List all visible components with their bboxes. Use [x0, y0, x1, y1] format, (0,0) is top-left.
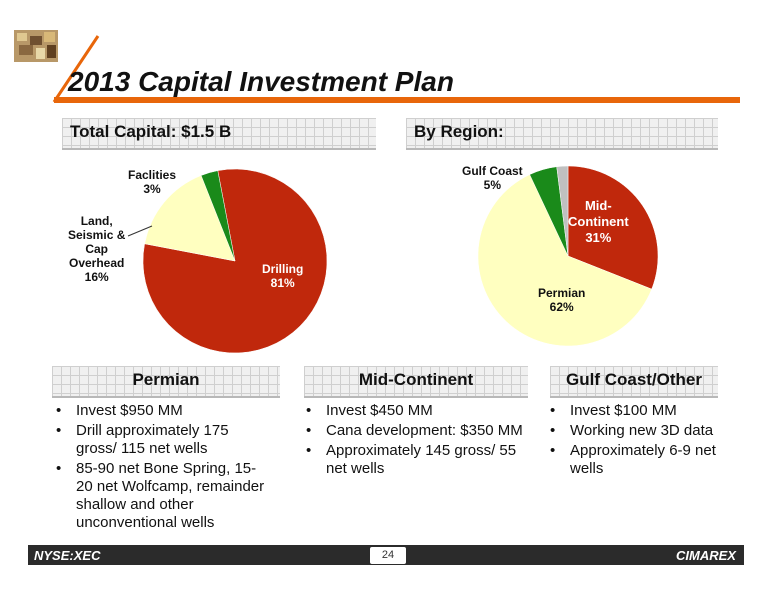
page-title: 2013 Capital Investment Plan — [68, 66, 454, 97]
pie1-label-land — [68, 214, 125, 284]
pie2-label-gulf-name: Gulf Coast — [462, 164, 523, 178]
pie2-label-permian-pct: 62% — [549, 300, 574, 314]
pie1-label-land-pct: 16% — [84, 270, 109, 284]
footer-ticker: NYSE:XEC — [34, 548, 101, 563]
pie2-label-permian — [538, 286, 585, 314]
mid-continent-header: Mid-Continent — [358, 370, 474, 389]
permian-bullet-list — [52, 402, 270, 534]
list-item: • Drill approximately 175 gross/ 115 net wells — [52, 422, 270, 458]
pie1-label-drilling-name: Drilling — [262, 262, 304, 276]
pie1-label-land-line2: Seismic & — [68, 228, 126, 242]
pie2-label-mid — [568, 198, 629, 246]
pie1-label-land-line1: Land, — [80, 214, 113, 228]
pie1-label-faclities — [128, 168, 176, 196]
list-item: • Approximately 6-9 net wells — [546, 442, 740, 478]
list-item: • Invest $950 MM — [52, 402, 270, 420]
pie2-label-gulf-pct: 5% — [483, 178, 501, 192]
list-item: • Approximately 145 gross/ 55 net wells — [302, 442, 538, 478]
gulf-coast-bullet-list — [546, 402, 740, 480]
title-underline — [54, 97, 740, 103]
pie1-label-drilling — [262, 262, 303, 290]
list-item: • Invest $450 MM — [302, 402, 538, 420]
pie1-label-land-line4: Overhead — [69, 256, 125, 270]
pie2-label-gulf — [462, 164, 523, 192]
list-item: • Working new 3D data — [546, 422, 740, 440]
pie1-label-drilling-pct: 81% — [270, 276, 295, 290]
page-number: 24 — [370, 547, 406, 564]
list-item: • Cana development: $350 MM — [302, 422, 538, 440]
footer-brand-logo: CIMAREX — [676, 548, 736, 563]
list-item: • 85-90 net Bone Spring, 15-20 net Wolfcamp, remainder shallow and other unconventional wells — [52, 460, 270, 532]
mid-continent-bullet-list — [302, 402, 538, 480]
gulf-coast-header: Gulf Coast/Other — [565, 370, 702, 389]
pie2-label-mid-line1: Mid- — [584, 198, 612, 213]
pie1-label-faclities-pct: 3% — [143, 182, 161, 196]
list-item: • Invest $100 MM — [546, 402, 740, 420]
pie1-label-faclities-name: Faclities — [128, 168, 177, 182]
total-capital-label: Total Capital: $1.5 B — [70, 122, 232, 141]
by-region-label: By Region: — [414, 122, 504, 141]
pie2-label-permian-name: Permian — [538, 286, 586, 300]
pie2-label-mid-line2: Continent — [568, 214, 629, 229]
pie1-label-land-line3: Cap — [85, 242, 109, 256]
permian-header: Permian — [132, 370, 200, 389]
pie2-label-mid-pct: 31% — [585, 230, 612, 245]
pie1-leader-line — [126, 222, 156, 242]
